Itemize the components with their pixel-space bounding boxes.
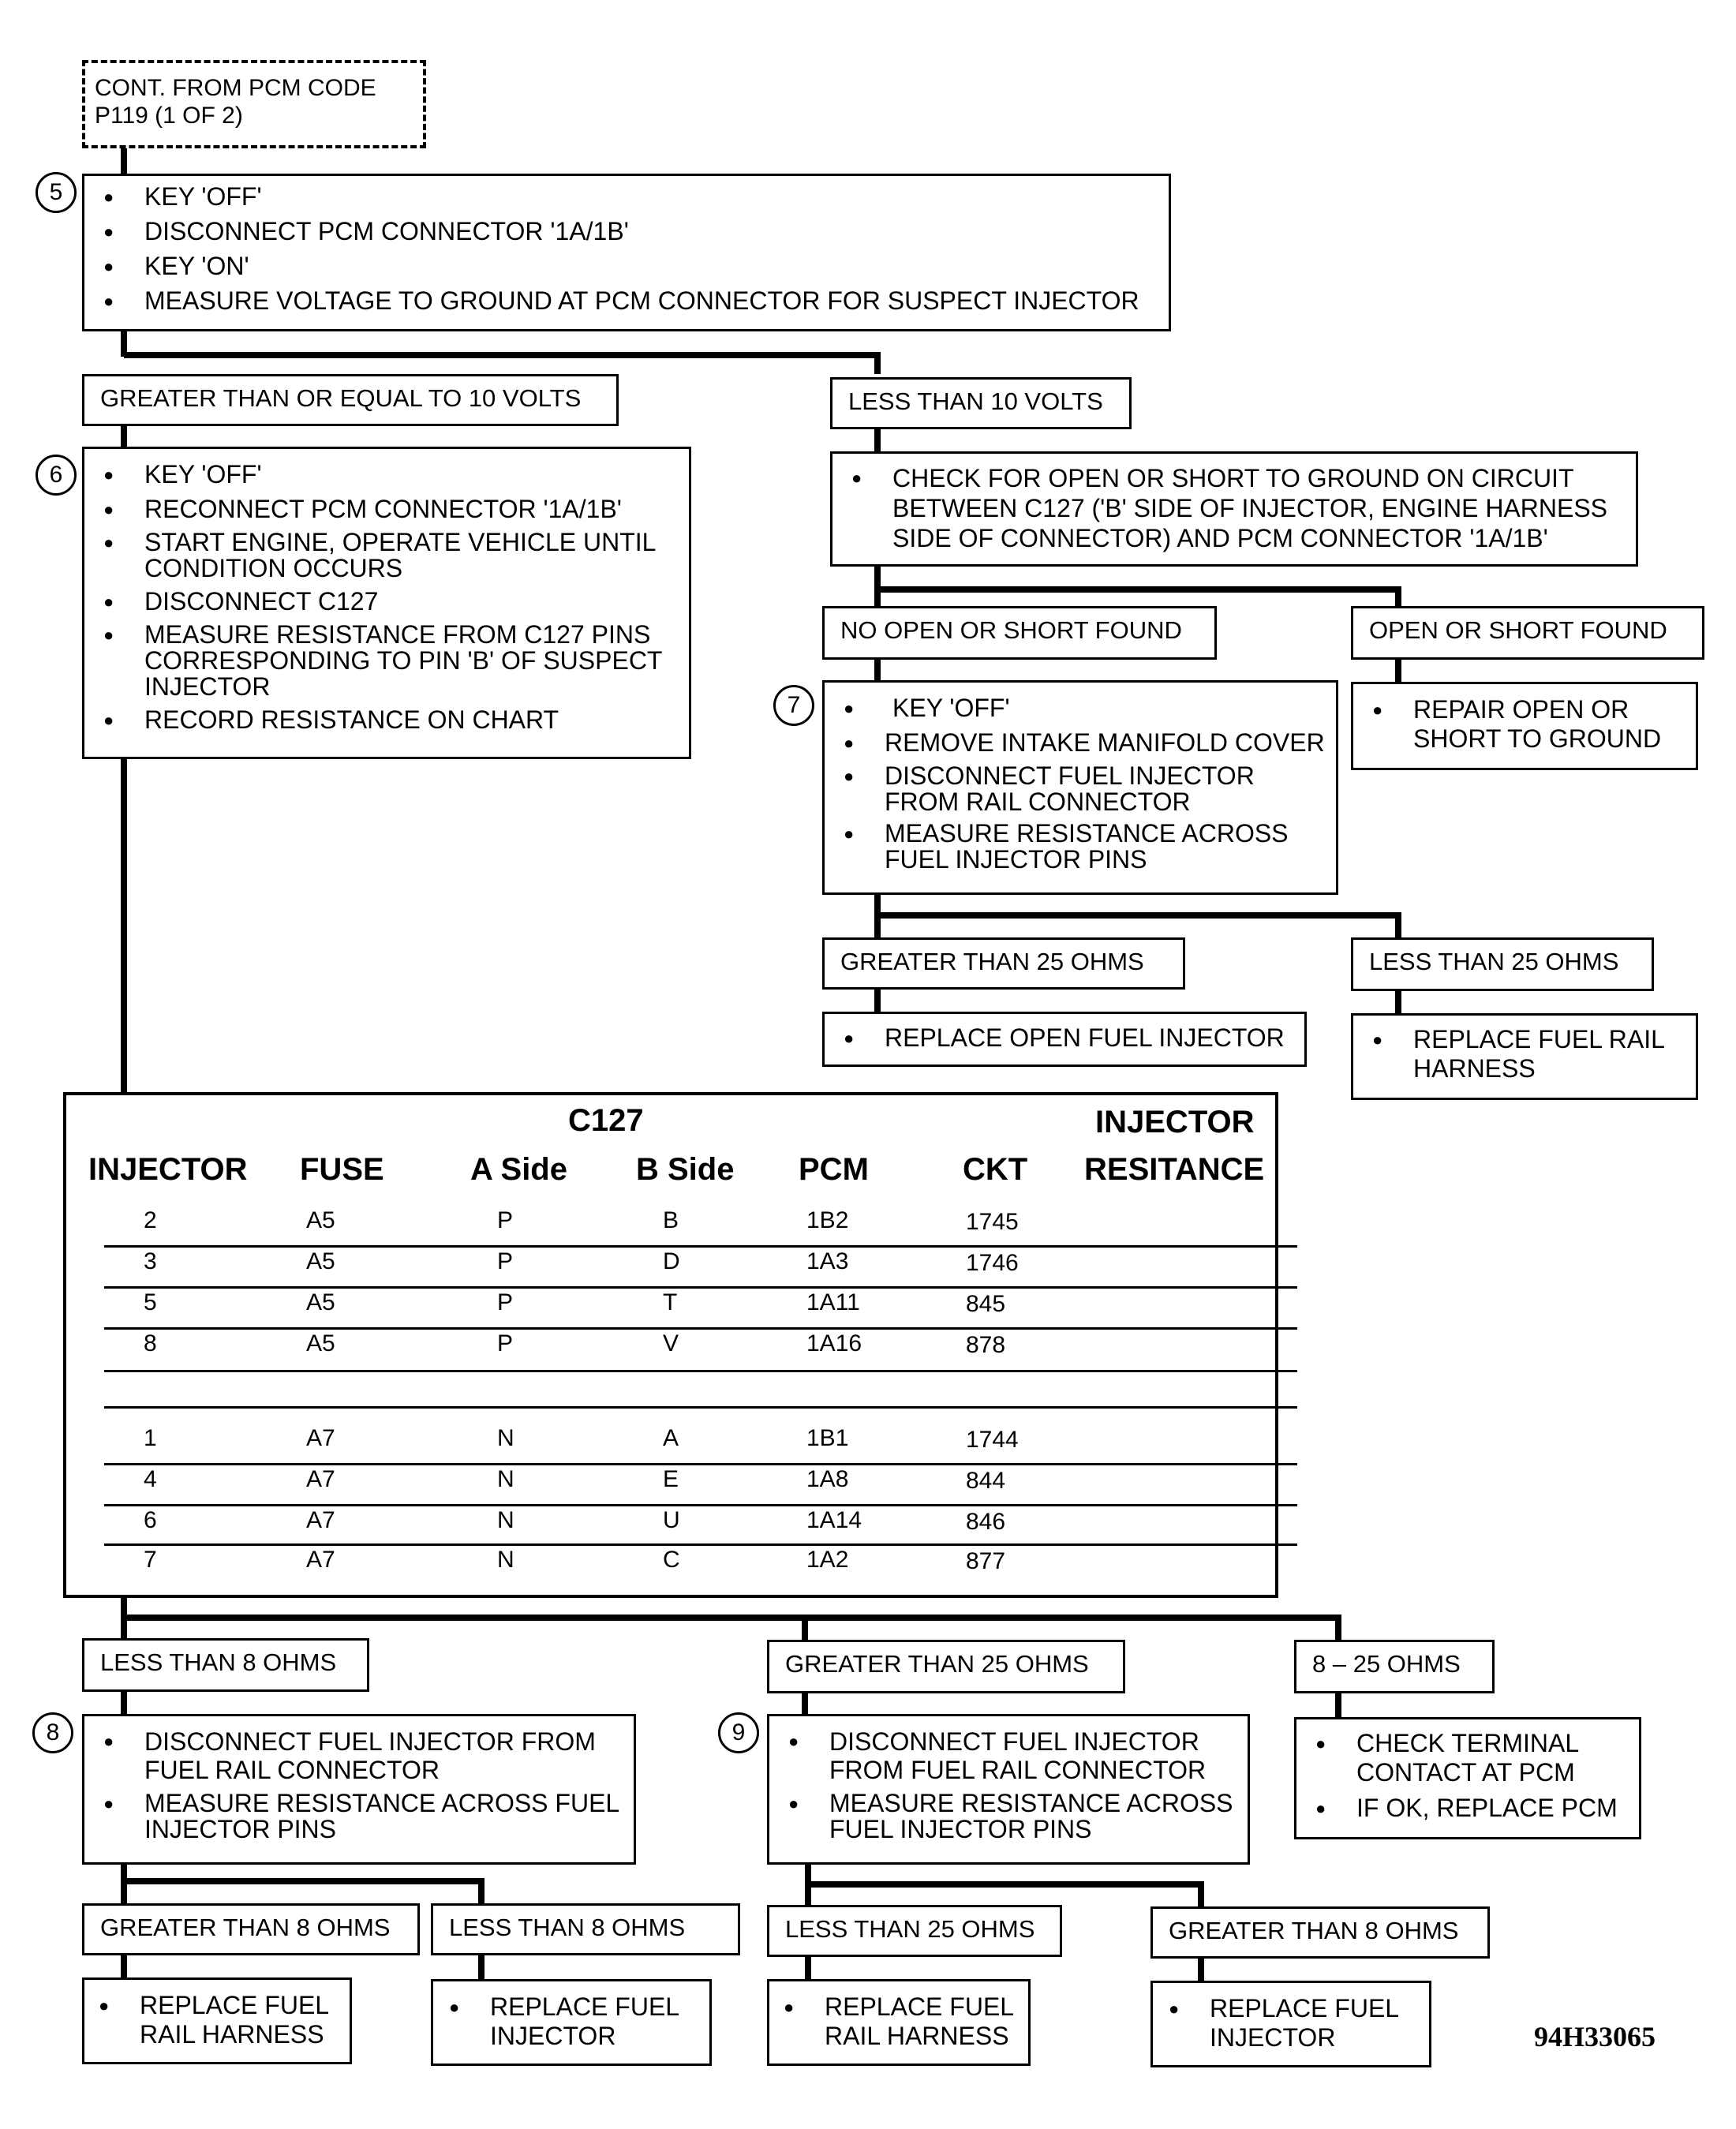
step-5-item: ● MEASURE VOLTAGE TO GROUND AT PCM CONNECTOR FOR SUSPECT INJECTOR [100,286,1139,316]
table-rule [104,1463,1297,1465]
check-terminal-item: ● CHECK TERMINAL CONTACT AT PCM [1312,1729,1636,1787]
table-cell: A7 [306,1547,335,1573]
branch-no-open-short: NO OPEN OR SHORT FOUND [822,606,1217,660]
connector-step9-branches [808,1865,1201,1906]
table-cell: A5 [306,1289,335,1315]
table-cell: A5 [306,1207,335,1233]
step-5-box [82,174,1171,331]
table-cell: 6 [144,1507,157,1533]
table-cell: A5 [306,1248,335,1274]
step-6-box [82,447,691,759]
replace-8a-item: ● REPLACE FUEL RAIL HARNESS [95,1991,348,2049]
table-header-resistance: RESITANCE [1084,1152,1265,1187]
start-continuation-box [82,60,426,148]
table-cell: 1A3 [806,1248,849,1274]
step-6-item: ● KEY 'OFF' [100,460,684,489]
table-cell: A7 [306,1425,335,1451]
table-cell: 878 [966,1332,1006,1358]
table-cell: N [497,1507,514,1533]
table-header-a-side: A Side [470,1152,567,1187]
table-cell: C [663,1547,680,1573]
step-7-box [822,680,1338,895]
table-cell: P [497,1207,514,1233]
branch-ge-10-volts: GREATER THAN OR EQUAL TO 10 VOLTS [82,374,619,426]
connector-step7-branches [877,895,1398,937]
table-cell: 1 [144,1425,157,1451]
table-cell: P [497,1289,514,1315]
branch-lt-8-ohms: LESS THAN 8 OHMS [82,1638,369,1692]
table-cell: A7 [306,1466,335,1492]
replace-9b-box [1150,1981,1431,2067]
table-cell: 1A8 [806,1466,849,1492]
step-7-item: ● REMOVE INTAKE MANIFOLD COVER [840,728,1330,758]
check-open-short-item: ● CHECK FOR OPEN OR SHORT TO GROUND ON CIRCUIT BETWEEN C127 ('B' SIDE OF INJECTOR, ENGINE HARNESS SIDE OF CONNECTOR) AND PCM CONNECTOR '1A/1B' [848,463,1629,553]
step-7-item: ● KEY 'OFF' [840,694,1330,723]
table-cell: E [663,1466,679,1492]
table-cell: 1744 [966,1427,1019,1453]
table-rule [104,1245,1297,1248]
replace-rail-harness-7-item: ● REPLACE FUEL RAIL HARNESS [1369,1025,1693,1083]
table-header-b-side: B Side [636,1152,735,1187]
table-cell: 3 [144,1248,157,1274]
table-cell: N [497,1425,514,1451]
branch-7-lt-25-ohms: LESS THAN 25 OHMS [1351,937,1654,991]
table-cell: 1B1 [806,1425,849,1451]
table-cell: 845 [966,1291,1006,1317]
table-cell: A7 [306,1507,335,1533]
table-rule [104,1370,1297,1372]
table-header-fuse: FUSE [300,1152,384,1187]
connector-step5-branches [124,331,877,374]
check-open-short-box [830,451,1638,567]
step-9-badge: 9 [718,1712,759,1753]
table-cell: 1A2 [806,1547,849,1573]
connector-step8-branches [124,1865,481,1903]
table-cell: P [497,1330,514,1356]
branch-8-gt-8-ohms: GREATER THAN 8 OHMS [82,1903,420,1955]
check-terminal-box [1294,1717,1641,1839]
table-rule [104,1543,1297,1546]
replace-8b-box [431,1979,712,2066]
repair-open-short-box [1351,682,1698,770]
step-8-item: ● DISCONNECT FUEL INJECTOR FROM FUEL RAIL CONNECTOR [100,1727,634,1784]
step-7-item: ● MEASURE RESISTANCE ACROSS FUEL INJECTOR PINS [840,821,1330,873]
branch-7-gt-25-ohms: GREATER THAN 25 OHMS [822,937,1185,990]
figure-id: 94H33065 [1534,2021,1656,2052]
connector-table-branches [124,1598,1338,1640]
table-rule [104,1327,1297,1330]
table-cell: 4 [144,1466,157,1492]
table-rule [104,1406,1297,1409]
table-cell: B [663,1207,679,1233]
branch-8-lt-8-ohms: LESS THAN 8 OHMS [431,1903,740,1955]
step-9-item: ● DISCONNECT FUEL INJECTOR FROM FUEL RAIL CONNECTOR [785,1727,1248,1784]
start-line-1: CONT. FROM PCM CODE [95,75,376,101]
table-cell: 877 [966,1548,1006,1574]
step-8-badge: 8 [32,1712,73,1753]
table-cell: 1A11 [806,1289,860,1315]
table-cell: A5 [306,1330,335,1356]
replace-8b-item: ● REPLACE FUEL INJECTOR [446,1992,706,2051]
start-line-2: P119 (1 OF 2) [95,103,243,129]
repair-open-short-item: ● REPAIR OPEN OR SHORT TO GROUND [1369,695,1693,754]
replace-open-injector-item: ● REPLACE OPEN FUEL INJECTOR [840,1023,1306,1053]
replace-9a-box [767,1979,1031,2066]
table-group-c127: C127 [568,1103,644,1138]
table-header-pcm: PCM [799,1152,869,1187]
step-6-item: ● START ENGINE, OPERATE VEHICLE UNTIL CONDITION OCCURS [100,529,684,582]
replace-rail-harness-7-box [1351,1013,1698,1100]
table-cell: 1A16 [806,1330,862,1356]
table-rule [104,1504,1297,1506]
table-cell: 844 [966,1468,1006,1494]
injector-resistance-table [63,1092,1278,1598]
table-cell: N [497,1466,514,1492]
step-7-item: ● DISCONNECT FUEL INJECTOR FROM RAIL CONNECTOR [840,763,1330,815]
table-cell: 1A14 [806,1507,862,1533]
table-cell: V [663,1330,679,1356]
step-6-item: ● DISCONNECT C127 [100,587,684,616]
connector-check-branches [877,567,1398,606]
step-7-badge: 7 [773,685,814,726]
step-6-item: ● RECONNECT PCM CONNECTOR '1A/1B' [100,495,684,524]
table-rule [104,1286,1297,1289]
table-cell: 1746 [966,1250,1019,1276]
step-9-item: ● MEASURE RESISTANCE ACROSS FUEL INJECTOR PINS [785,1790,1248,1843]
table-cell: 8 [144,1330,157,1356]
table-cell: 2 [144,1207,157,1233]
table-cell: T [663,1289,678,1315]
step-5-item: ● DISCONNECT PCM CONNECTOR '1A/1B' [100,217,1139,246]
table-cell: P [497,1248,514,1274]
branch-9-gt-8-ohms: GREATER THAN 8 OHMS [1150,1906,1490,1959]
table-cell: 1745 [966,1209,1019,1235]
table-cell: 1B2 [806,1207,849,1233]
table-cell: 846 [966,1509,1006,1535]
step-6-item: ● RECORD RESISTANCE ON CHART [100,705,684,735]
table-header-ckt: CKT [963,1152,1028,1187]
step-9-box [767,1714,1250,1865]
table-header-injector: INJECTOR [88,1152,248,1187]
table-cell: 5 [144,1289,157,1315]
branch-lt-10-volts: LESS THAN 10 VOLTS [830,377,1132,429]
table-cell: 7 [144,1547,157,1573]
table-cell: A [663,1425,679,1451]
branch-open-short: OPEN OR SHORT FOUND [1351,606,1704,660]
replace-8a-box [82,1977,352,2064]
table-cell: N [497,1547,514,1573]
step-5-item: ● KEY 'ON' [100,252,1139,281]
check-terminal-item: ● IF OK, REPLACE PCM [1312,1794,1636,1823]
table-cell: U [663,1507,680,1533]
branch-8-25-ohms: 8 – 25 OHMS [1294,1640,1495,1693]
table-group-injector: INJECTOR [1095,1105,1255,1139]
replace-open-injector-box [822,1012,1307,1067]
branch-gt-25-ohms: GREATER THAN 25 OHMS [767,1640,1125,1693]
table-cell: D [663,1248,680,1274]
step-8-item: ● MEASURE RESISTANCE ACROSS FUEL INJECTOR PINS [100,1790,634,1843]
step-8-box [82,1714,636,1865]
step-6-item: ● MEASURE RESISTANCE FROM C127 PINS CORRESPONDING TO PIN 'B' OF SUSPECT INJECTOR [100,622,684,700]
replace-9a-item: ● REPLACE FUEL RAIL HARNESS [780,1992,1028,2051]
step-5-item: ● KEY 'OFF' [100,182,1139,211]
step-5-badge: 5 [36,172,77,213]
step-6-badge: 6 [36,455,77,496]
branch-9-lt-25-ohms: LESS THAN 25 OHMS [767,1905,1062,1957]
replace-9b-item: ● REPLACE FUEL INJECTOR [1165,1994,1426,2052]
